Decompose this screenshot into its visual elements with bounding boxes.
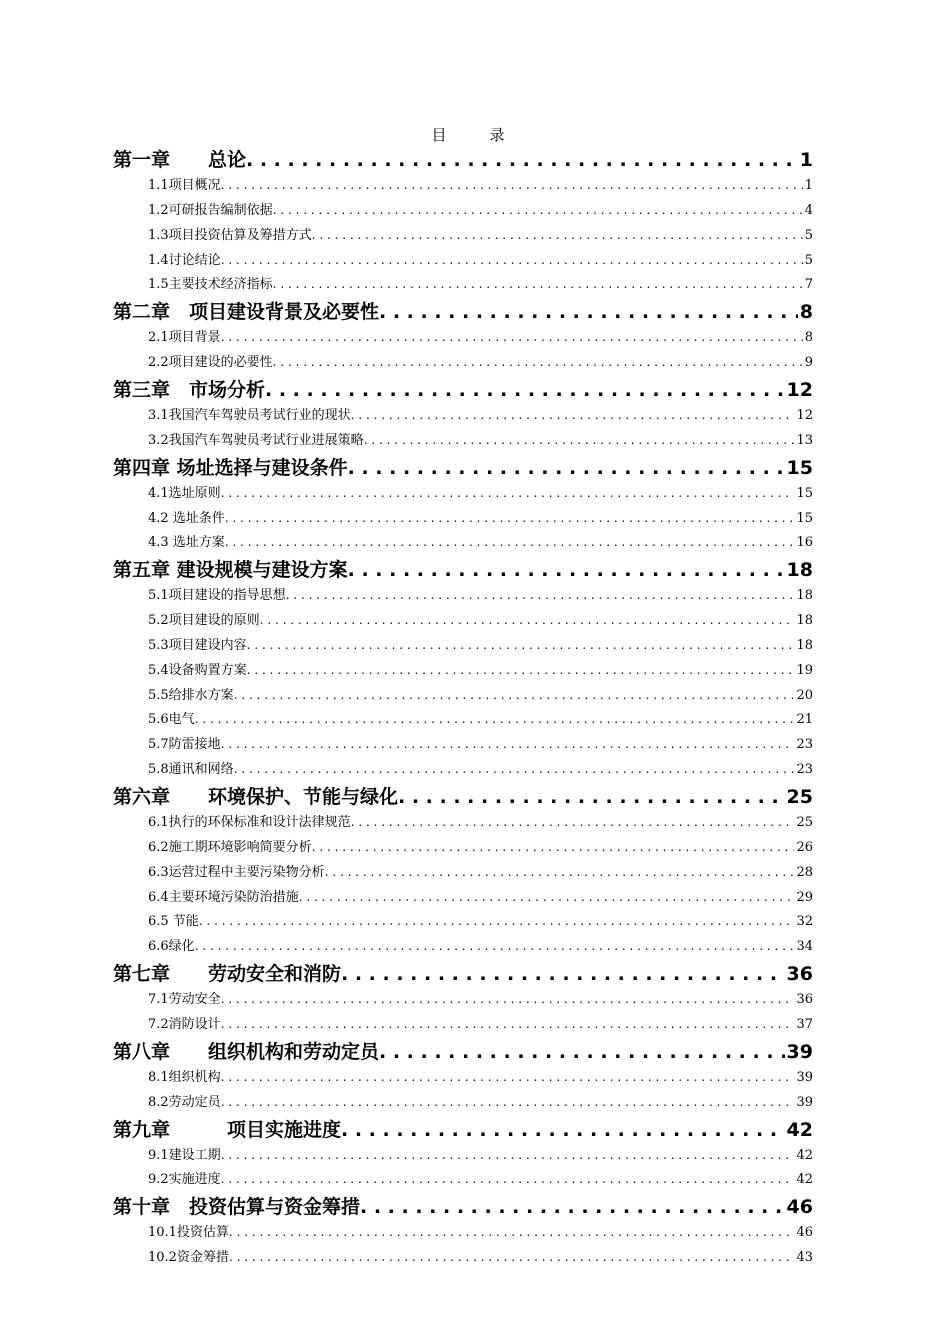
page-number: 29 — [796, 890, 813, 905]
dot-leader — [221, 1168, 795, 1190]
page-number: 1 — [804, 178, 813, 193]
page-number: 12 — [796, 408, 813, 423]
toc-chapter-entry[interactable] — [113, 454, 813, 482]
dot-leader — [312, 224, 803, 246]
section-title: 6.4主要环境污染防治措施 — [148, 890, 299, 905]
dot-leader — [360, 1193, 785, 1221]
dot-leader — [265, 376, 785, 404]
toc-chapter-entry[interactable] — [113, 376, 813, 404]
dot-leader — [247, 634, 795, 656]
dot-leader — [379, 1038, 785, 1066]
chapter-title: 第一章 总论 — [113, 149, 247, 171]
section-title: 5.7防雷接地 — [148, 737, 221, 752]
toc-section-entry[interactable] — [148, 733, 813, 755]
toc-section-entry[interactable] — [148, 507, 813, 529]
page-number: 8 — [799, 301, 813, 323]
section-title: 4.2 选址条件 — [148, 511, 225, 526]
section-title: 6.5 节能 — [148, 914, 199, 929]
toc-section-entry[interactable] — [148, 531, 813, 553]
page-number: 19 — [796, 663, 813, 678]
toc-section-entry[interactable] — [148, 811, 813, 833]
dot-leader — [225, 531, 795, 553]
section-title: 9.2实施进度 — [148, 1172, 221, 1187]
chapter-title: 第三章 市场分析 — [113, 379, 266, 401]
toc-chapter-entry[interactable] — [113, 960, 813, 988]
page-number: 39 — [796, 1095, 813, 1110]
toc-section-entry[interactable] — [148, 1091, 813, 1113]
dot-leader — [348, 556, 785, 584]
dot-leader — [273, 273, 803, 295]
page-number: 4 — [804, 203, 813, 218]
toc-section-entry[interactable] — [148, 684, 813, 706]
section-title: 6.3运营过程中主要污染物分析 — [148, 865, 325, 880]
section-title: 5.1项目建设的指导思想 — [148, 588, 286, 603]
section-title: 9.1建设工期 — [148, 1148, 221, 1163]
dot-leader — [351, 404, 795, 426]
page-number: 43 — [796, 1250, 813, 1265]
page-number: 18 — [796, 588, 813, 603]
page-number: 25 — [796, 815, 813, 830]
toc-section-entry[interactable] — [148, 836, 813, 858]
page-number: 34 — [796, 939, 813, 954]
toc-section-entry[interactable] — [148, 1013, 813, 1035]
toc-section-entry[interactable] — [148, 1144, 813, 1166]
page-number: 18 — [796, 638, 813, 653]
dot-leader — [229, 1221, 795, 1243]
chapter-title: 第七章 劳动安全和消防 — [113, 963, 342, 985]
section-title: 6.1执行的环保标准和设计法律规范 — [148, 815, 351, 830]
dot-leader — [234, 684, 795, 706]
page-number: 5 — [804, 228, 813, 243]
page-number: 42 — [796, 1172, 813, 1187]
toc-section-entry[interactable] — [148, 935, 813, 957]
section-title: 7.2消防设计 — [148, 1017, 221, 1032]
section-title: 4.1选址原则 — [148, 486, 221, 501]
toc-section-entry[interactable] — [148, 326, 813, 348]
section-title: 3.1我国汽车驾驶员考试行业的现状 — [148, 408, 351, 423]
section-title: 2.2项目建设的必要性 — [148, 355, 273, 370]
section-title: 6.2施工期环境影响简要分析 — [148, 840, 312, 855]
chapter-title: 第八章 组织机构和劳动定员 — [113, 1041, 380, 1063]
toc-section-entry[interactable] — [148, 758, 813, 780]
dot-leader — [195, 708, 795, 730]
dot-leader — [221, 174, 803, 196]
toc-section-entry[interactable] — [148, 1246, 813, 1268]
chapter-title: 第十章 投资估算与资金筹措 — [113, 1196, 361, 1218]
page-number: 7 — [804, 277, 813, 292]
page-number: 18 — [796, 613, 813, 628]
toc-section-entry[interactable] — [148, 910, 813, 932]
dot-leader — [312, 836, 795, 858]
dot-leader — [234, 758, 795, 780]
dot-leader — [221, 1013, 795, 1035]
toc-section-entry[interactable] — [148, 273, 813, 295]
dot-leader — [229, 1246, 795, 1268]
page-number: 42 — [796, 1148, 813, 1163]
chapter-title: 第四章 场址选择与建设条件 — [113, 457, 348, 479]
toc-chapter-entry[interactable] — [113, 1193, 813, 1221]
toc-section-entry[interactable] — [148, 249, 813, 271]
toc-section-entry[interactable] — [148, 861, 813, 883]
page-number: 46 — [786, 1196, 813, 1218]
section-title: 1.5主要技术经济指标 — [148, 277, 273, 292]
chapter-title: 第九章 项目实施进度 — [113, 1119, 342, 1141]
section-title: 6.6绿化 — [148, 939, 195, 954]
page-number: 1 — [799, 149, 813, 171]
toc-section-entry[interactable] — [148, 1066, 813, 1088]
toc-section-entry[interactable] — [148, 634, 813, 656]
dot-leader — [379, 298, 798, 326]
toc-section-entry[interactable] — [148, 659, 813, 681]
dot-leader — [341, 960, 785, 988]
page-number: 16 — [796, 535, 813, 550]
dot-leader — [325, 861, 795, 883]
section-title: 10.2资金筹措 — [148, 1250, 229, 1265]
chapter-title: 第五章 建设规模与建设方案 — [113, 559, 348, 581]
toc-chapter-entry[interactable] — [113, 1116, 813, 1144]
page-number: 37 — [796, 1017, 813, 1032]
toc-section-entry[interactable] — [148, 404, 813, 426]
section-title: 5.6电气 — [148, 712, 195, 727]
dot-leader — [351, 811, 795, 833]
toc-chapter-entry[interactable] — [113, 783, 813, 811]
section-title: 2.1项目背景 — [148, 330, 221, 345]
dot-leader — [195, 935, 795, 957]
page-number: 36 — [786, 963, 813, 985]
section-title: 7.1劳动安全 — [148, 992, 221, 1007]
toc-section-entry[interactable] — [148, 351, 813, 373]
toc-chapter-entry[interactable] — [113, 556, 813, 584]
dot-leader — [260, 609, 795, 631]
toc-section-entry[interactable] — [148, 1221, 813, 1243]
dot-leader — [225, 507, 795, 529]
page-number: 23 — [796, 737, 813, 752]
page-number: 9 — [804, 355, 813, 370]
dot-leader — [247, 659, 795, 681]
section-title: 1.4讨论结论 — [148, 253, 221, 268]
toc-chapter-entry[interactable] — [113, 1038, 813, 1066]
toc-section-entry[interactable] — [148, 482, 813, 504]
section-title: 8.2劳动定员 — [148, 1095, 221, 1110]
toc-section-entry[interactable] — [148, 708, 813, 730]
section-title: 5.5给排水方案 — [148, 688, 234, 703]
toc-section-entry[interactable] — [148, 174, 813, 196]
toc-title: 目 录 — [431, 126, 519, 144]
page-number: 18 — [786, 559, 813, 581]
section-title: 10.1投资估算 — [148, 1225, 229, 1240]
dot-leader — [221, 988, 795, 1010]
dot-leader — [273, 199, 803, 221]
page-number: 21 — [796, 712, 813, 727]
dot-leader — [221, 326, 803, 348]
toc-section-entry[interactable] — [148, 988, 813, 1010]
section-title: 3.2我国汽车驾驶员考试行业进展策略 — [148, 433, 364, 448]
section-title: 5.4设备购置方案 — [148, 663, 247, 678]
toc-section-entry[interactable] — [148, 609, 813, 631]
dot-leader — [221, 249, 803, 271]
dot-leader — [199, 910, 795, 932]
dot-leader — [221, 1091, 795, 1113]
page-number: 13 — [796, 433, 813, 448]
section-title: 1.1项目概况 — [148, 178, 221, 193]
chapter-title: 第六章 环境保护、节能与绿化 — [113, 786, 399, 808]
page-number: 5 — [804, 253, 813, 268]
section-title: 4.3 选址方案 — [148, 535, 225, 550]
toc-section-entry[interactable] — [148, 199, 813, 221]
page-number: 28 — [796, 865, 813, 880]
dot-leader — [221, 1144, 795, 1166]
dot-leader — [348, 454, 785, 482]
toc-section-entry[interactable] — [148, 584, 813, 606]
page-number: 39 — [796, 1070, 813, 1085]
dot-leader — [273, 351, 803, 373]
dot-leader — [246, 146, 798, 174]
dot-leader — [286, 584, 795, 606]
dot-leader — [221, 482, 795, 504]
toc-section-entry[interactable] — [148, 224, 813, 246]
page-number: 25 — [786, 786, 813, 808]
dot-leader — [364, 429, 795, 451]
toc-section-entry[interactable] — [148, 429, 813, 451]
chapter-title: 第二章 项目建设背景及必要性 — [113, 301, 380, 323]
page-number: 39 — [786, 1041, 813, 1063]
page-number: 26 — [796, 840, 813, 855]
page-number: 36 — [796, 992, 813, 1007]
dot-leader — [398, 783, 785, 811]
section-title: 5.8通讯和网络 — [148, 762, 234, 777]
section-title: 8.1组织机构 — [148, 1070, 221, 1085]
dot-leader — [341, 1116, 785, 1144]
page-number: 15 — [796, 511, 813, 526]
page-number: 23 — [796, 762, 813, 777]
page-number: 32 — [796, 914, 813, 929]
page-number: 42 — [786, 1119, 813, 1141]
section-title: 5.3项目建设内容 — [148, 638, 247, 653]
section-title: 1.3项目投资估算及筹措方式 — [148, 228, 312, 243]
page-number: 15 — [786, 457, 813, 479]
dot-leader — [221, 733, 795, 755]
section-title: 5.2项目建设的原则 — [148, 613, 260, 628]
page-number: 12 — [786, 379, 813, 401]
section-title: 1.2可研报告编制依据 — [148, 203, 273, 218]
page-number: 20 — [796, 688, 813, 703]
toc-section-entry[interactable] — [148, 1168, 813, 1190]
toc-section-entry[interactable] — [148, 886, 813, 908]
dot-leader — [221, 1066, 795, 1088]
toc-chapter-entry[interactable] — [113, 146, 813, 174]
page-number: 8 — [804, 330, 813, 345]
toc-chapter-entry[interactable] — [113, 298, 813, 326]
page-number: 46 — [796, 1225, 813, 1240]
page-number: 15 — [796, 486, 813, 501]
dot-leader — [299, 886, 795, 908]
